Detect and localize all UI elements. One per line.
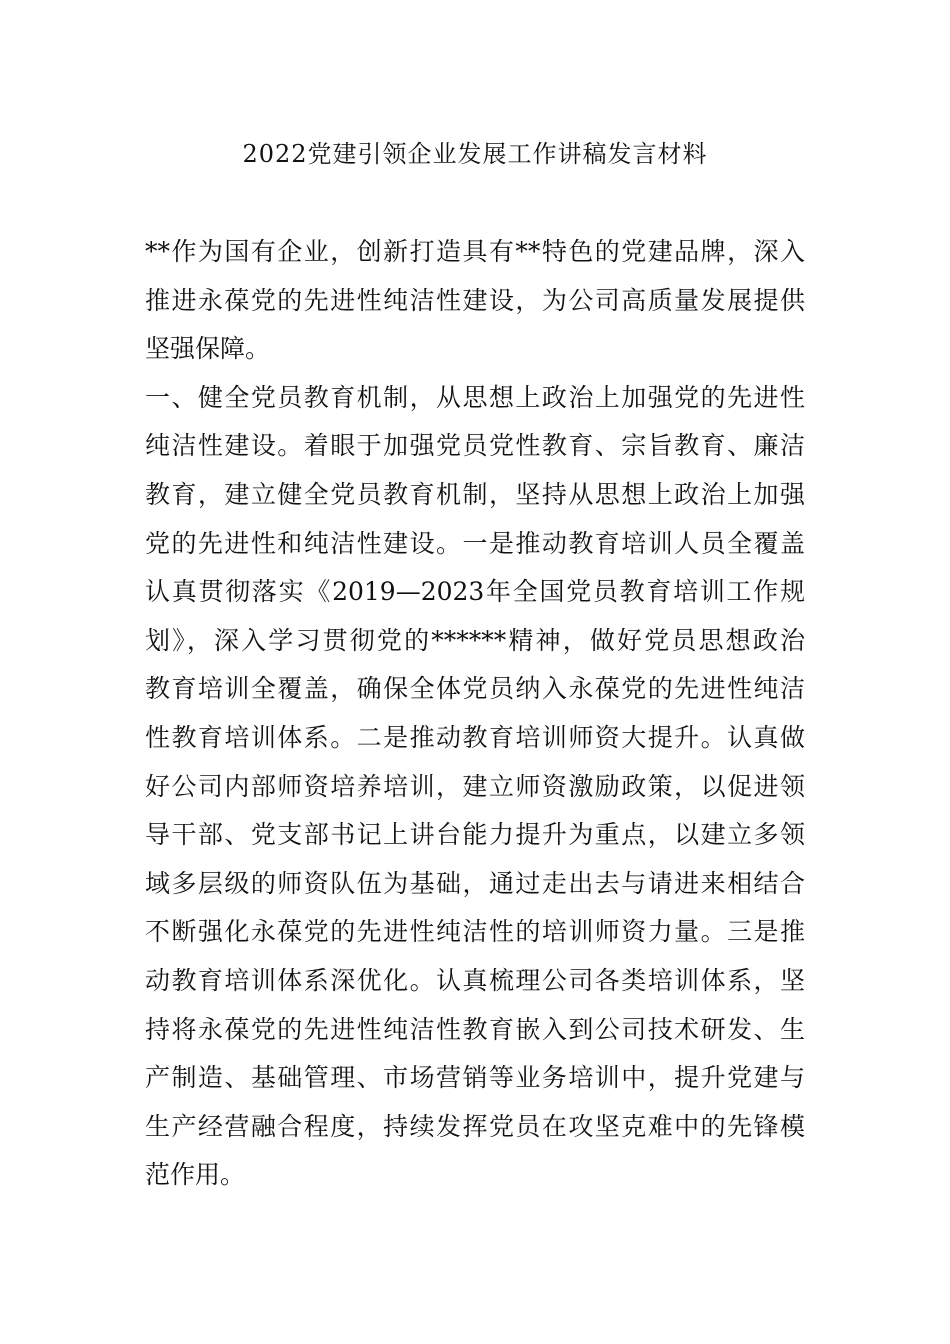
text-line: 推进永葆党的先进性纯洁性建设，为公司高质量发展提供 <box>145 285 805 315</box>
text-line: **作为国有企业，创新打造具有**特色的党建品牌，深入 <box>145 237 805 266</box>
text-line: 域多层级的师资队伍为基础，通过走出去与请进来相结合 <box>145 868 805 898</box>
text-line: 性教育培训体系。二是推动教育培训师资大提升。认真做 <box>145 722 805 752</box>
text-line: 划》，深入学习贯彻党的******精神，做好党员思想政治 <box>145 625 805 655</box>
text-line: 范作用。 <box>145 1160 246 1190</box>
text-line: 教育，建立健全党员教育机制，坚持从思想上政治上加强 <box>145 479 805 509</box>
document-title: 2022党建引领企业发展工作讲稿发言材料 <box>242 140 708 168</box>
text-line: 不断强化永葆党的先进性纯洁性的培训师资力量。三是推 <box>145 917 805 947</box>
text-line: 纯洁性建设。着眼于加强党员党性教育、宗旨教育、廉洁 <box>145 431 805 461</box>
text-line: 导干部、党支部书记上讲台能力提升为重点，以建立多领 <box>145 820 805 850</box>
text-line: 认真贯彻落实《2019—2023年全国党员教育培训工作规 <box>145 577 805 607</box>
text-line: 教育培训全覆盖，确保全体党员纳入永葆党的先进性纯洁 <box>145 674 805 704</box>
text-line: 坚强保障。 <box>145 334 271 364</box>
paragraph-section-one <box>145 374 805 1200</box>
text-line: 好公司内部师资培养培训，建立师资激励政策，以促进领 <box>145 771 805 801</box>
text-line: 党的先进性和纯洁性建设。一是推动教育培训人员全覆盖 <box>145 528 805 558</box>
text-line: 一、健全党员教育机制，从思想上政治上加强党的先进性 <box>145 382 805 412</box>
text-line: 产制造、基础管理、市场营销等业务培训中，提升党建与 <box>145 1063 805 1093</box>
paragraph-intro <box>145 228 805 374</box>
text-line: 持将永葆党的先进性纯洁性教育嵌入到公司技术研发、生 <box>145 1014 805 1044</box>
text-line: 生产经营融合程度，持续发挥党员在攻坚克难中的先锋模 <box>145 1111 805 1141</box>
document-body <box>145 228 805 1200</box>
text-line: 动教育培训体系深优化。认真梳理公司各类培训体系，坚 <box>145 965 805 995</box>
